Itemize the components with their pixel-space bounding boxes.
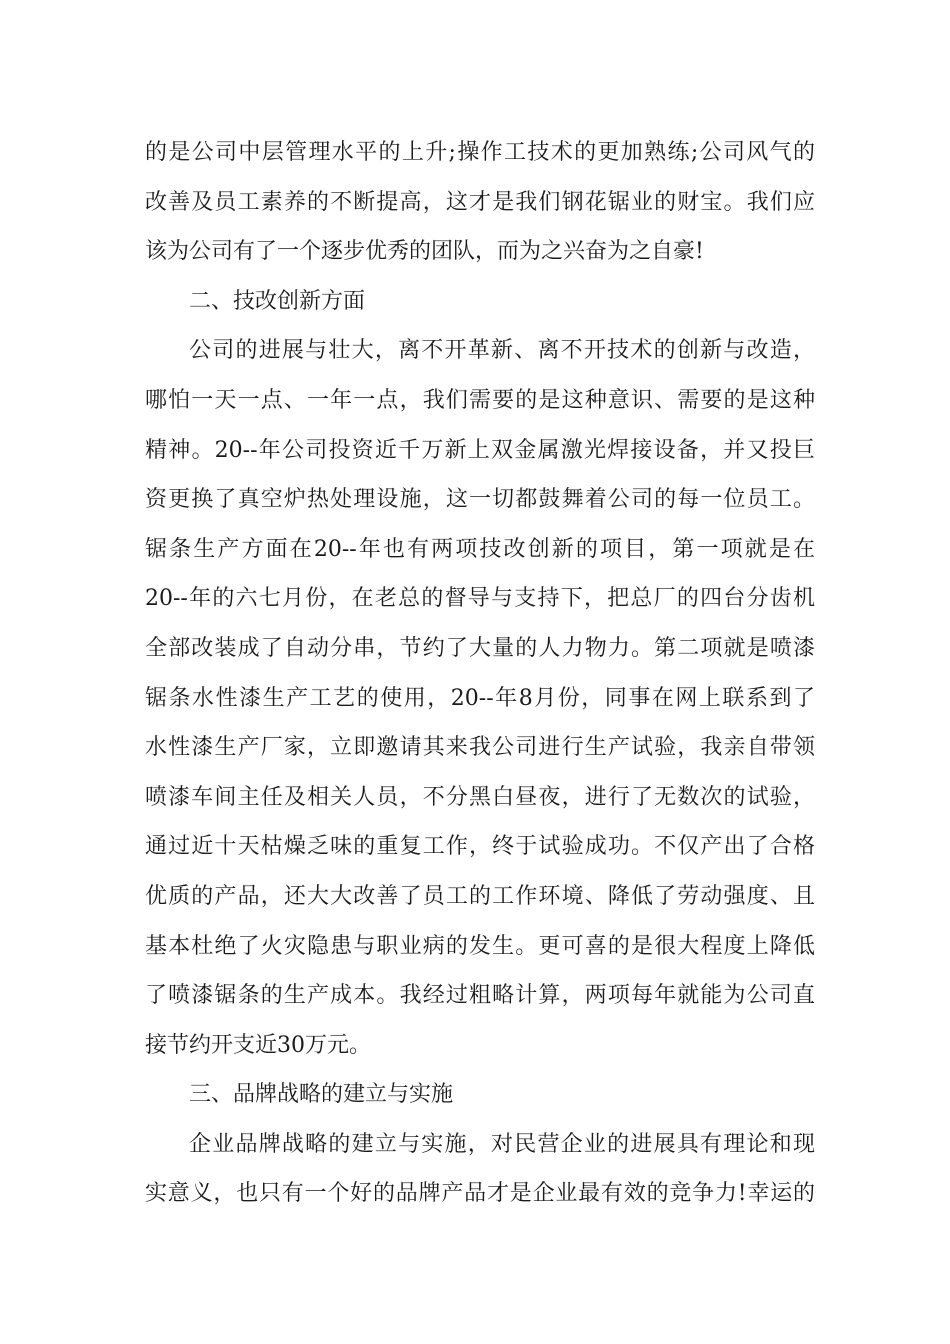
body-line: 改善及员工素养的不断提高，这才是我们钢花锯业的财宝。我们应: [145, 189, 815, 215]
body-line: 优质的产品，还大大改善了员工的工作环境、降低了劳动强度、且: [145, 883, 815, 909]
section-heading-brand-strategy: 三、品牌战略的建立与实施: [189, 1082, 454, 1108]
body-line: 该为公司有了一个逐步优秀的团队，而为之兴奋为之自豪!: [145, 239, 704, 265]
body-line: 基本杜绝了火灾隐患与职业病的发生。更可喜的是很大程度上降低: [145, 933, 815, 959]
body-line: 喷漆车间主任及相关人员，不分黑白昼夜，进行了无数次的试验，: [145, 784, 815, 810]
body-line: 企业品牌战略的建立与实施，对民营企业的进展具有理论和现: [189, 1131, 815, 1157]
body-line: 锯条生产方面在20--年也有两项技改创新的项目，第一项就是在: [145, 536, 815, 562]
body-line: 公司的进展与壮大，离不开革新、离不开技术的创新与改造，: [189, 338, 815, 364]
document-body: [145, 128, 815, 1219]
section-heading-tech-innovation: 二、技改创新方面: [189, 288, 366, 314]
body-line: 资更换了真空炉热处理设施，这一切都鼓舞着公司的每一位员工。: [145, 487, 815, 513]
body-line: 锯条水性漆生产工艺的使用，20--年8月份，同事在网上联系到了: [145, 685, 815, 711]
body-line: 水性漆生产厂家，立即邀请其来我公司进行生产试验，我亲自带领: [145, 735, 815, 761]
body-line: 20--年的六七月份，在老总的督导与支持下，把总厂的四台分齿机: [145, 586, 815, 612]
body-line: 接节约开支近30万元。: [145, 1032, 371, 1058]
body-line: 的是公司中层管理水平的上升;操作工技术的更加熟练;公司风气的: [145, 140, 815, 165]
body-line: 通过近十天枯燥乏味的重复工作，终于试验成功。不仅产出了合格: [145, 834, 815, 860]
body-line: 精神。20--年公司投资近千万新上双金属激光焊接设备，并又投巨: [145, 437, 815, 463]
body-line: 了喷漆锯条的生产成本。我经过粗略计算，两项每年就能为公司直: [145, 983, 815, 1009]
body-line: 哪怕一天一点、一年一点，我们需要的是这种意识、需要的是这种: [145, 387, 815, 413]
body-line: 全部改装成了自动分串，节约了大量的人力物力。第二项就是喷漆: [145, 635, 815, 661]
body-line: 实意义，也只有一个好的品牌产品才是企业最有效的竞争力!幸运的: [145, 1181, 815, 1207]
